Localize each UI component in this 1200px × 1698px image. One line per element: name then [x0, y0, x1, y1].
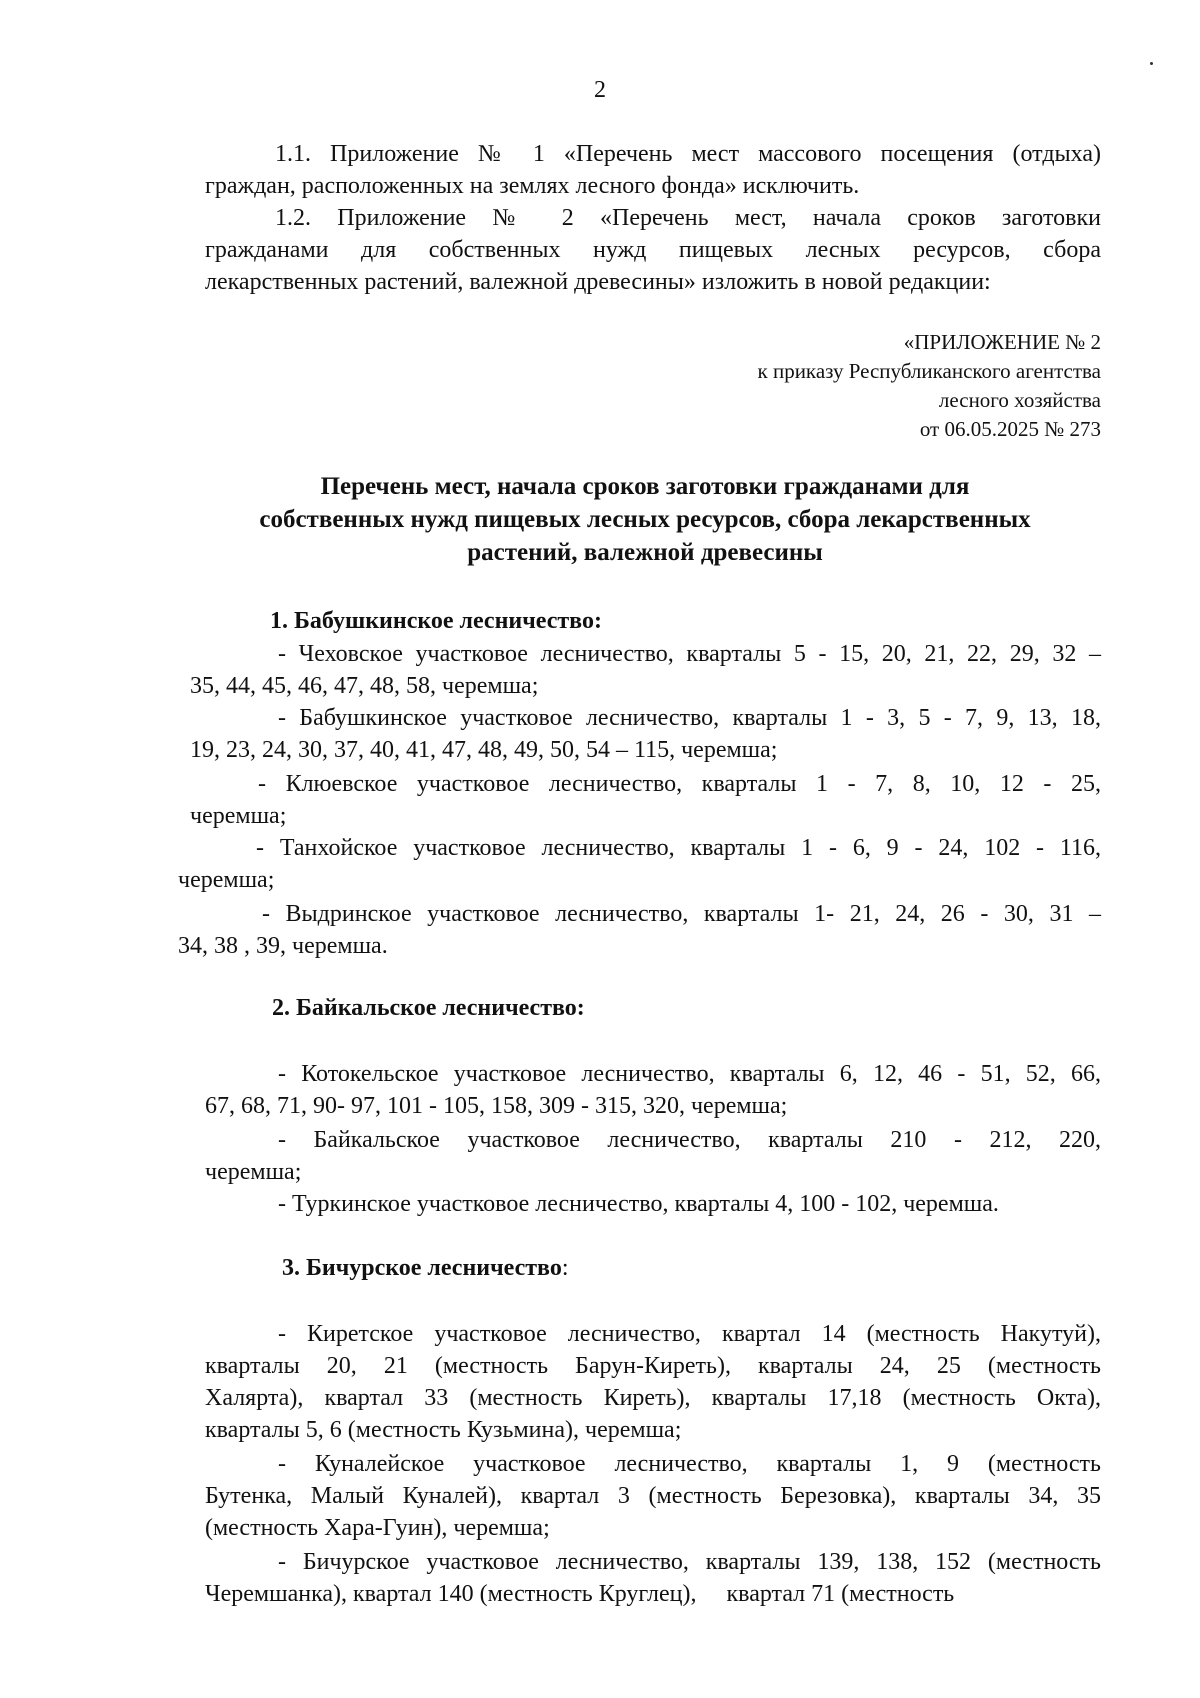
- appendix-header-line-2: к приказу Республиканского агентства: [757, 359, 1101, 383]
- section-1-line: 34, 38 , 39, черемша.: [178, 933, 388, 959]
- section-1-line: черемша;: [178, 867, 275, 893]
- section-1-heading: 1. Бабушкинское лесничество:: [270, 608, 602, 634]
- section-3-line: Халярта), квартал 33 (местность Киреть), кварталы 17,18 (местность Окта),: [205, 1385, 1101, 1411]
- section-1-line: 19, 23, 24, 30, 37, 40, 41, 47, 48, 49, 50, 54 – 115, черемша;: [190, 737, 778, 763]
- section-3-heading-text: 3. Бичурское лесничество: [282, 1255, 562, 1281]
- section-2-line: - Котокельское участковое лесничество, кварталы 6, 12, 46 - 51, 52, 66,: [278, 1061, 1101, 1087]
- section-1-line: - Чеховское участковое лесничество, кварталы 5 - 15, 20, 21, 22, 29, 32 –: [278, 641, 1101, 667]
- section-1-line: - Клюевское участковое лесничество, кварталы 1 - 7, 8, 10, 12 - 25,: [258, 771, 1101, 797]
- section-3-line: - Киретское участковое лесничество, квартал 14 (местность Накутуй),: [278, 1321, 1101, 1347]
- section-3-line: - Куналейское участковое лесничество, кварталы 1, 9 (местность: [278, 1451, 1101, 1477]
- section-3-heading: [282, 1252, 1178, 1284]
- section-2-line: черемша;: [205, 1159, 302, 1185]
- item-1-2-line-3: лекарственных растений, валежной древесины» изложить в новой редакции:: [205, 269, 991, 295]
- section-2-line: 67, 68, 71, 90- 97, 101 - 105, 158, 309 - 315, 320, черемша;: [205, 1093, 788, 1119]
- item-1-1-line-1: 1.1. Приложение № 1 «Перечень мест массового посещения (отдыха): [275, 141, 1101, 167]
- section-1-line: - Танхойское участковое лесничество, кварталы 1 - 6, 9 - 24, 102 - 116,: [256, 835, 1101, 861]
- section-2-heading: 2. Байкальское лесничество:: [272, 995, 585, 1021]
- section-3-line: Бутенка, Малый Куналей), квартал 3 (местность Березовка), кварталы 34, 35: [205, 1483, 1101, 1509]
- section-2-line: - Байкальское участковое лесничество, кварталы 210 - 212, 220,: [278, 1127, 1101, 1153]
- section-3-line: кварталы 20, 21 (местность Барун-Киреть), кварталы 24, 25 (местность: [205, 1353, 1101, 1379]
- section-1-line: - Выдринское участковое лесничество, кварталы 1- 21, 24, 26 - 30, 31 –: [262, 901, 1101, 927]
- section-2-line: - Туркинское участковое лесничество, кварталы 4, 100 - 102, черемша.: [278, 1191, 999, 1217]
- section-1-line: 35, 44, 45, 46, 47, 48, 58, черемша;: [190, 673, 539, 699]
- page-number: 2: [594, 77, 606, 103]
- document-title-line-3: растений, валежной древесины: [467, 539, 823, 566]
- section-3-heading-colon: :: [561, 1255, 569, 1281]
- section-3-line: кварталы 5, 6 (местность Кузьмина), черемша;: [205, 1417, 682, 1443]
- document-title-line-2: собственных нужд пищевых лесных ресурсов, сбора лекарственных: [259, 506, 1031, 533]
- item-1-2-line-2: гражданами для собственных нужд пищевых лесных ресурсов, сбора: [205, 237, 1101, 263]
- section-1-line: черемша;: [190, 803, 287, 829]
- appendix-header-line-1: «ПРИЛОЖЕНИЕ № 2: [903, 330, 1101, 354]
- section-3-line: (местность Хара-Гуин), черемша;: [205, 1515, 550, 1541]
- appendix-header-line-4: от 06.05.2025 № 273: [919, 417, 1101, 441]
- section-3-line: - Бичурское участковое лесничество, кварталы 139, 138, 152 (местность: [278, 1549, 1101, 1575]
- document-title-line-1: Перечень мест, начала сроков заготовки гражданами для: [320, 473, 970, 500]
- section-3-line: Черемшанка), квартал 140 (местность Круглец), квартал 71 (местность: [205, 1581, 955, 1607]
- item-1-1-line-2: граждан, расположенных на землях лесного фонда» исключить.: [205, 173, 860, 199]
- appendix-header-line-3: лесного хозяйства: [938, 388, 1101, 412]
- scan-speck: [1150, 62, 1153, 65]
- section-1-line: - Бабушкинское участковое лесничество, кварталы 1 - 3, 5 - 7, 9, 13, 18,: [278, 705, 1101, 731]
- item-1-2-line-1: 1.2. Приложение № 2 «Перечень мест, начала сроков заготовки: [275, 205, 1101, 231]
